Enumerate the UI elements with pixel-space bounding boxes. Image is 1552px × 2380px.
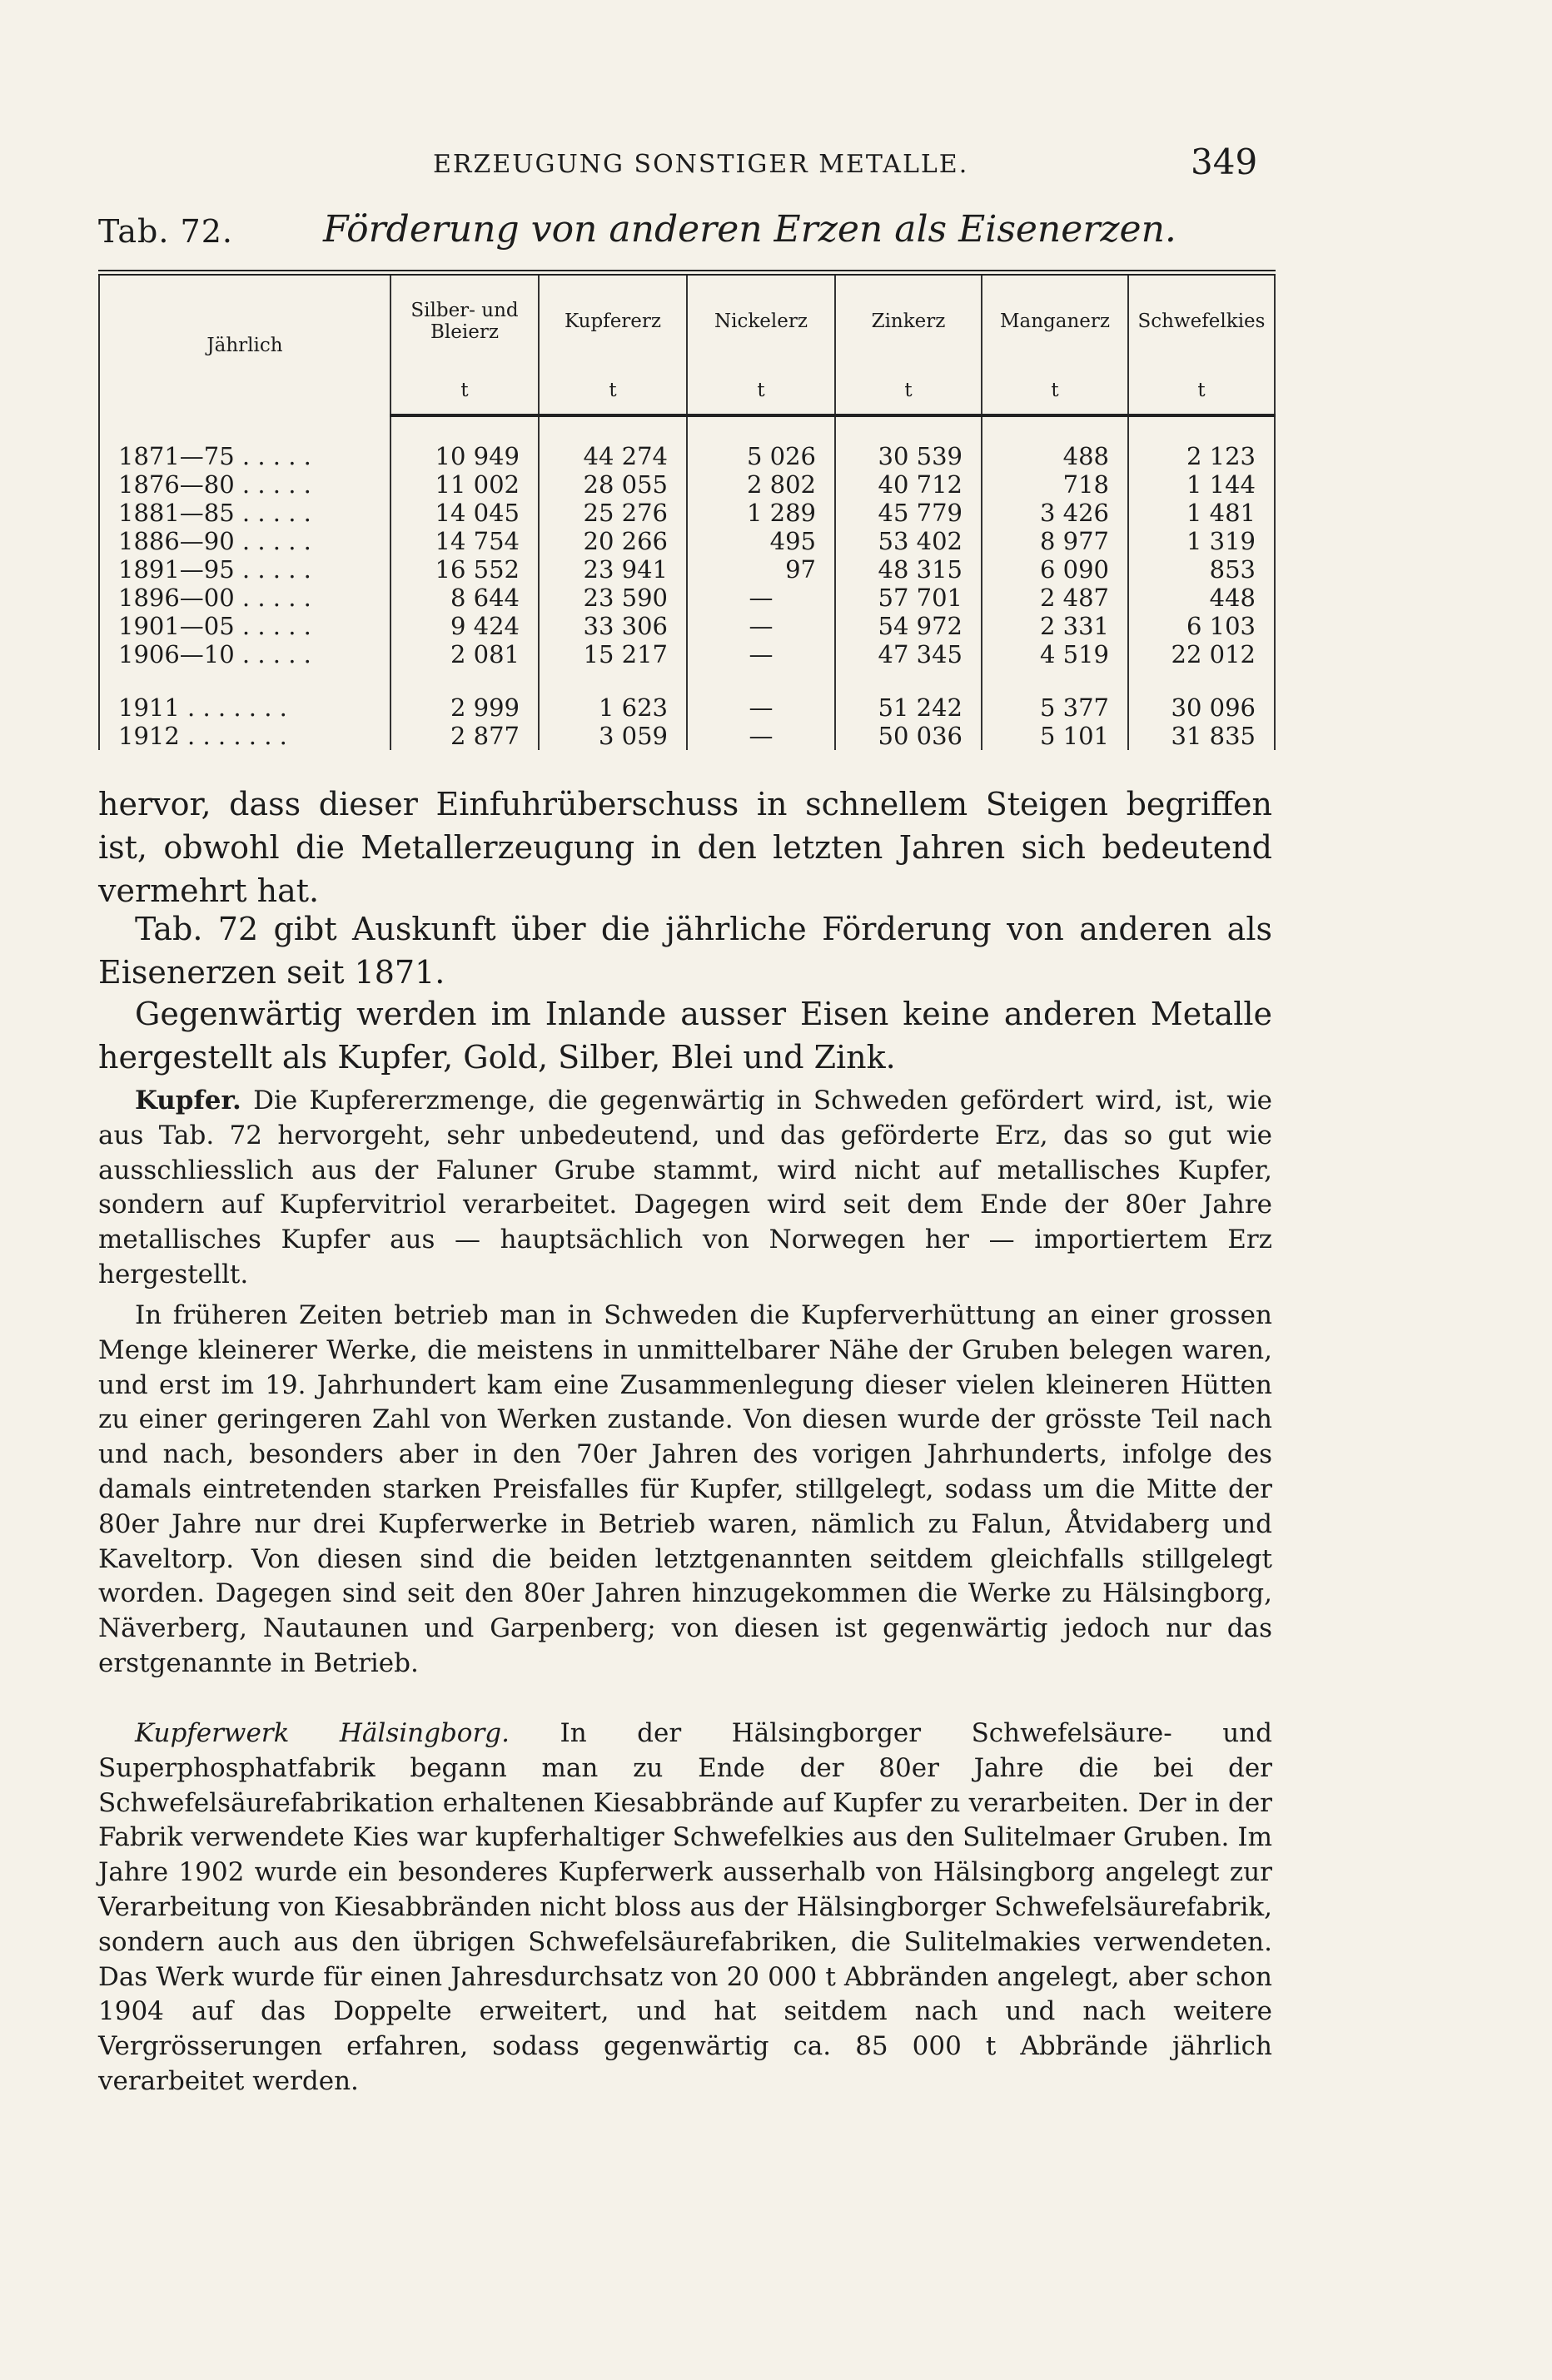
paragraph-history: In früheren Zeiten betrieb man in Schweden die Kupferverhüttung an einer grossen Menge kleinerer Werke, die meistens in unmittelbarer Nähe der Gruben belegen waren, und erst im 19. Jahrhundert kam eine Zusammenlegung dieser vielen kleineren Hütten zu einer geringeren Zahl von Werken zustande. Von diesen wurde der grösste Teil nach und nach, besonders aber in den 70er Jahren des vorigen Jahrhunderts, infolge des damals eintretenden starken Preisfalles für Kupfer, stillgelegt, sodass um die Mitte der 80er Jahre nur drei Kupferwerke in Betrieb waren, nämlich zu Falun, Åtvidaberg und Kaveltorp. Von diesen sind die beiden letztgenannten seitdem gleichfalls stillgelegt worden. Dagegen sind seit den 80er Jahren hinzugekommen die Werke zu Hälsingborg, Näverberg, Nautaunen und Garpenberg; von diesen ist gegenwärtig jedoch nur das erstgenannte in Betrieb. bbox=[98, 1300, 1272, 1678]
col-header-nickel: Nickelerz bbox=[687, 273, 835, 368]
cell-nickel: — bbox=[687, 584, 835, 612]
col-header-zinc: Zinkerz bbox=[835, 273, 982, 368]
cell-nickel: 2 802 bbox=[687, 470, 835, 499]
cell-manganese: 488 bbox=[982, 442, 1128, 470]
unit-label: t bbox=[687, 367, 835, 415]
cell-copper: 28 055 bbox=[539, 470, 687, 499]
paragraph-haelsingborg-text: In der Hälsingborger Schwefelsäure- und Superphosphatfabrik begann man zu Ende der 80er Jahre die bei der Schwefelsäurefabrikation erhaltenen Kiesabbrände auf Kupfer zu verarbeiten. Der in der Fabrik verwendete Kies war kupferhaltiger Schwefelkies aus den Sulitelmaer Gruben. Im Jahre 1902 wurde ein besonderes Kupferwerk ausserhalb von Hälsingborg angelegt zur Verarbeitung von Kiesabbränden nicht bloss aus der Hälsingborger Schwefelsäurefabrik, sondern auch aus den übrigen Schwefelsäurefabriken, die Sulitelmakies verwendeten. Das Werk wurde für einen Jahresdurchsatz von 20 000 t Abbränden angelegt, aber schon 1904 auf das Doppelte erweitert, und hat seitdem nach und nach weitere Vergrösserungen erfahren, sodass gegenwärtig ca. 85 000 t Abbrände jährlich verarbeitet werden. bbox=[98, 1718, 1273, 2096]
cell-manganese: 2 331 bbox=[982, 612, 1128, 640]
cell-silver-lead: 2 877 bbox=[390, 722, 539, 750]
cell-period: 1912 . . . . . . . bbox=[99, 722, 390, 750]
cell-silver-lead: 14 045 bbox=[390, 499, 539, 527]
table-row bbox=[99, 722, 1275, 750]
col-header-manganese: Manganerz bbox=[982, 273, 1128, 368]
table-row bbox=[99, 555, 1275, 584]
unit-label: t bbox=[390, 367, 539, 415]
cell-period: 1886—90 . . . . . bbox=[99, 527, 390, 555]
table-row bbox=[99, 693, 1275, 722]
cell-pyrite: 6 103 bbox=[1128, 612, 1275, 640]
cell-copper: 15 217 bbox=[539, 640, 687, 668]
cell-pyrite: 2 123 bbox=[1128, 442, 1275, 470]
cell-zinc: 54 972 bbox=[835, 612, 982, 640]
table-header-row bbox=[99, 273, 1275, 368]
cell-manganese: 4 519 bbox=[982, 640, 1128, 668]
cell-silver-lead: 2 081 bbox=[390, 640, 539, 668]
cell-zinc: 50 036 bbox=[835, 722, 982, 750]
unit-label: t bbox=[1128, 367, 1275, 415]
cell-manganese: 718 bbox=[982, 470, 1128, 499]
cell-silver-lead: 16 552 bbox=[390, 555, 539, 584]
section-heading-kupfer: Kupfer. bbox=[135, 1086, 241, 1115]
cell-zinc: 45 779 bbox=[835, 499, 982, 527]
cell-nickel: 97 bbox=[687, 555, 835, 584]
cell-silver-lead: 11 002 bbox=[390, 470, 539, 499]
paragraph-haelsingborg bbox=[98, 1717, 1272, 2099]
cell-nickel: 495 bbox=[687, 527, 835, 555]
paragraph-3: Gegenwärtig werden im Inlande ausser Eisen keine anderen Metalle hergestellt als Kupfer, Gold, Silber, Blei und Zink. bbox=[98, 996, 1272, 1076]
paragraph-1: hervor, dass dieser Einfuhrüberschuss in schnellem Steigen begriffen ist, obwohl die Metallerzeugung in den letzten Jahren sich bedeutend vermehrt hat. bbox=[98, 786, 1272, 909]
cell-silver-lead: 8 644 bbox=[390, 584, 539, 612]
cell-period: 1876—80 . . . . . bbox=[99, 470, 390, 499]
cell-pyrite: 1 319 bbox=[1128, 527, 1275, 555]
cell-nickel: — bbox=[687, 722, 835, 750]
page-header bbox=[0, 142, 1552, 188]
cell-copper: 20 266 bbox=[539, 527, 687, 555]
cell-period: 1906—10 . . . . . bbox=[99, 640, 390, 668]
paragraph-kupfer bbox=[98, 1084, 1272, 1293]
cell-copper: 44 274 bbox=[539, 442, 687, 470]
running-title: ERZEUGUNG SONSTIGER METALLE. bbox=[433, 150, 969, 179]
table-row bbox=[99, 470, 1275, 499]
cell-nickel: — bbox=[687, 640, 835, 668]
cell-copper: 23 590 bbox=[539, 584, 687, 612]
cell-silver-lead: 2 999 bbox=[390, 693, 539, 722]
cell-period: 1881—85 . . . . . bbox=[99, 499, 390, 527]
cell-zinc: 40 712 bbox=[835, 470, 982, 499]
cell-zinc: 53 402 bbox=[835, 527, 982, 555]
table-row bbox=[99, 584, 1275, 612]
cell-nickel: 1 289 bbox=[687, 499, 835, 527]
cell-period: 1891—95 . . . . . bbox=[99, 555, 390, 584]
cell-zinc: 57 701 bbox=[835, 584, 982, 612]
col-header-period: Jährlich bbox=[99, 273, 390, 416]
cell-manganese: 6 090 bbox=[982, 555, 1128, 584]
cell-silver-lead: 10 949 bbox=[390, 442, 539, 470]
cell-copper: 3 059 bbox=[539, 722, 687, 750]
cell-pyrite: 1 144 bbox=[1128, 470, 1275, 499]
cell-pyrite: 31 835 bbox=[1128, 722, 1275, 750]
cell-manganese: 3 426 bbox=[982, 499, 1128, 527]
cell-manganese: 5 101 bbox=[982, 722, 1128, 750]
ore-production-table bbox=[98, 270, 1276, 750]
table-title: Förderung von anderen Erzen als Eisenerzen. bbox=[323, 208, 1176, 251]
cell-pyrite: 448 bbox=[1128, 584, 1275, 612]
cell-period: 1871—75 . . . . . bbox=[99, 442, 390, 470]
cell-zinc: 30 539 bbox=[835, 442, 982, 470]
cell-pyrite: 22 012 bbox=[1128, 640, 1275, 668]
cell-silver-lead: 14 754 bbox=[390, 527, 539, 555]
table-row bbox=[99, 442, 1275, 470]
table-row bbox=[99, 499, 1275, 527]
cell-copper: 33 306 bbox=[539, 612, 687, 640]
paragraph-kupfer-text: Die Kupfererzmenge, die gegenwärtig in Schweden gefördert wird, ist, wie aus Tab. 72 hervorgeht, sehr unbedeutend, und das geförderte Erz, das so gut wie ausschliesslich aus der Faluner Grube stammt, wird nicht auf metallisches Kupfer, sondern auf Kupfervitriol verarbeitet. Dagegen wird seit dem Ende der 80er Jahre metallisches Kupfer aus — hauptsächlich von Norwegen her — importiertem Erz hergestellt. bbox=[98, 1086, 1272, 1289]
cell-manganese: 2 487 bbox=[982, 584, 1128, 612]
cell-period: 1896—00 . . . . . bbox=[99, 584, 390, 612]
cell-copper: 23 941 bbox=[539, 555, 687, 584]
cell-period: 1901—05 . . . . . bbox=[99, 612, 390, 640]
table-row bbox=[99, 612, 1275, 640]
page-number: 349 bbox=[1191, 142, 1258, 182]
unit-label: t bbox=[539, 367, 687, 415]
cell-silver-lead: 9 424 bbox=[390, 612, 539, 640]
paragraph-2: Tab. 72 gibt Auskunft über die jährliche Förderung von anderen als Eisenerzen seit 1871. bbox=[98, 911, 1272, 991]
col-header-pyrite: Schwefelkies bbox=[1128, 273, 1275, 368]
cell-pyrite: 853 bbox=[1128, 555, 1275, 584]
col-header-silver-lead: Silber- und Bleierz bbox=[390, 273, 539, 368]
cell-zinc: 48 315 bbox=[835, 555, 982, 584]
cell-pyrite: 1 481 bbox=[1128, 499, 1275, 527]
cell-copper: 25 276 bbox=[539, 499, 687, 527]
cell-copper: 1 623 bbox=[539, 693, 687, 722]
cell-manganese: 5 377 bbox=[982, 693, 1128, 722]
table-row bbox=[99, 527, 1275, 555]
cell-zinc: 51 242 bbox=[835, 693, 982, 722]
unit-label: t bbox=[835, 367, 982, 415]
cell-zinc: 47 345 bbox=[835, 640, 982, 668]
cell-nickel: — bbox=[687, 693, 835, 722]
cell-pyrite: 30 096 bbox=[1128, 693, 1275, 722]
cell-period: 1911 . . . . . . . bbox=[99, 693, 390, 722]
table-caption bbox=[98, 208, 1281, 255]
cell-nickel: — bbox=[687, 612, 835, 640]
section-heading-haelsingborg: Kupferwerk Hälsingborg. bbox=[135, 1718, 510, 1748]
unit-label: t bbox=[982, 367, 1128, 415]
cell-nickel: 5 026 bbox=[687, 442, 835, 470]
table-row bbox=[99, 640, 1275, 668]
table-label: Tab. 72. bbox=[98, 213, 233, 250]
cell-manganese: 8 977 bbox=[982, 527, 1128, 555]
col-header-copper: Kupfererz bbox=[539, 273, 687, 368]
